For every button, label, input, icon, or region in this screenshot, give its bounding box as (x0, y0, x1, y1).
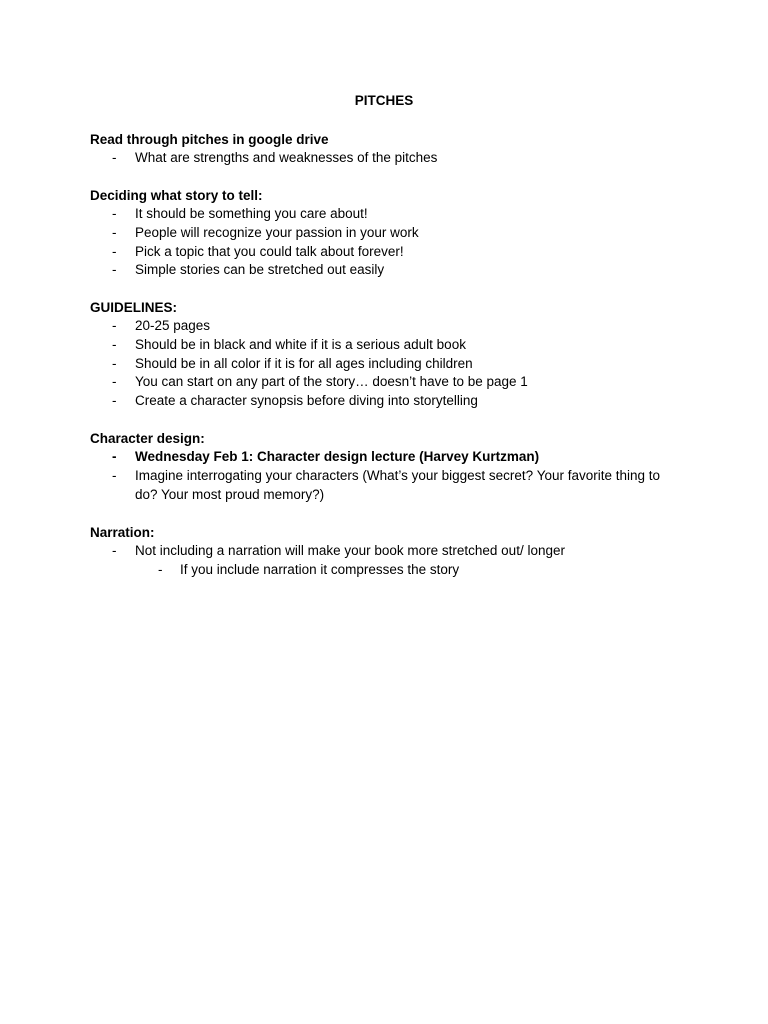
bullet-dash: - (112, 206, 117, 221)
list-item-nested (90, 561, 690, 580)
list-item (90, 336, 690, 355)
list-item-text: Imagine interrogating your characters (What’s your biggest secret? Your favorite thing to do? Your most proud memory?) (135, 467, 661, 502)
list-item (90, 317, 690, 336)
section-heading: Read through pitches in google drive (90, 132, 329, 147)
section-heading: Deciding what story to tell: (90, 188, 263, 203)
bullet-dash: - (112, 318, 117, 333)
bullet-dash: - (112, 224, 117, 240)
bullet-dash: - (112, 393, 117, 409)
bullet-dash: - (112, 336, 117, 352)
section-heading: Character design: (90, 431, 205, 446)
bullet-dash: - (112, 243, 117, 259)
bullet-dash: - (112, 449, 117, 464)
list-item (90, 448, 690, 467)
section-heading: Narration: (90, 525, 155, 540)
list-item-text: What are strengths and weaknesses of the pitches (135, 150, 438, 165)
section-read-pitches (90, 130, 690, 168)
section-heading: GUIDELINES: (90, 300, 178, 315)
list-item (90, 467, 690, 505)
list-item (90, 373, 690, 392)
list-item (90, 392, 690, 411)
list-item (90, 243, 690, 262)
bullet-dash: - (112, 543, 117, 558)
bullet-dash: - (112, 150, 117, 165)
bullet-dash: - (158, 561, 163, 577)
section-narration (90, 523, 690, 580)
list-item-text: It should be something you care about! (135, 206, 368, 221)
list-item-text: People will recognize your passion in your work (135, 224, 419, 240)
list-item-text: You can start on any part of the story… doesn’t have to be page 1 (135, 374, 528, 390)
page-title: PITCHES (354, 93, 414, 108)
section-guidelines (90, 298, 690, 411)
list-item-text: Should be in black and white if it is a serious adult book (135, 336, 466, 352)
list-item (90, 224, 690, 243)
bullet-dash: - (112, 262, 117, 278)
list-item-text: Should be in all color if it is for all ages including children (135, 355, 473, 371)
bullet-dash: - (112, 374, 117, 390)
section-deciding-story (90, 186, 690, 280)
list-item (90, 261, 690, 280)
bullet-dash: - (112, 355, 117, 371)
list-item (90, 205, 690, 224)
list-item-text: If you include narration it compresses the story (180, 561, 460, 577)
list-item-text: Simple stories can be stretched out easily (135, 262, 385, 278)
list-item-text: Not including a narration will make your book more stretched out/ longer (135, 543, 565, 558)
list-item-text: 20-25 pages (135, 318, 211, 333)
list-item (90, 542, 690, 561)
bullet-dash: - (112, 467, 117, 483)
list-item (90, 149, 690, 168)
list-item (90, 355, 690, 374)
list-item-text: Pick a topic that you could talk about forever! (135, 243, 404, 259)
list-item-text: Wednesday Feb 1: Character design lecture (Harvey Kurtzman) (135, 449, 540, 464)
list-item-text: Create a character synopsis before diving into storytelling (135, 393, 478, 409)
section-character-design (90, 429, 690, 504)
